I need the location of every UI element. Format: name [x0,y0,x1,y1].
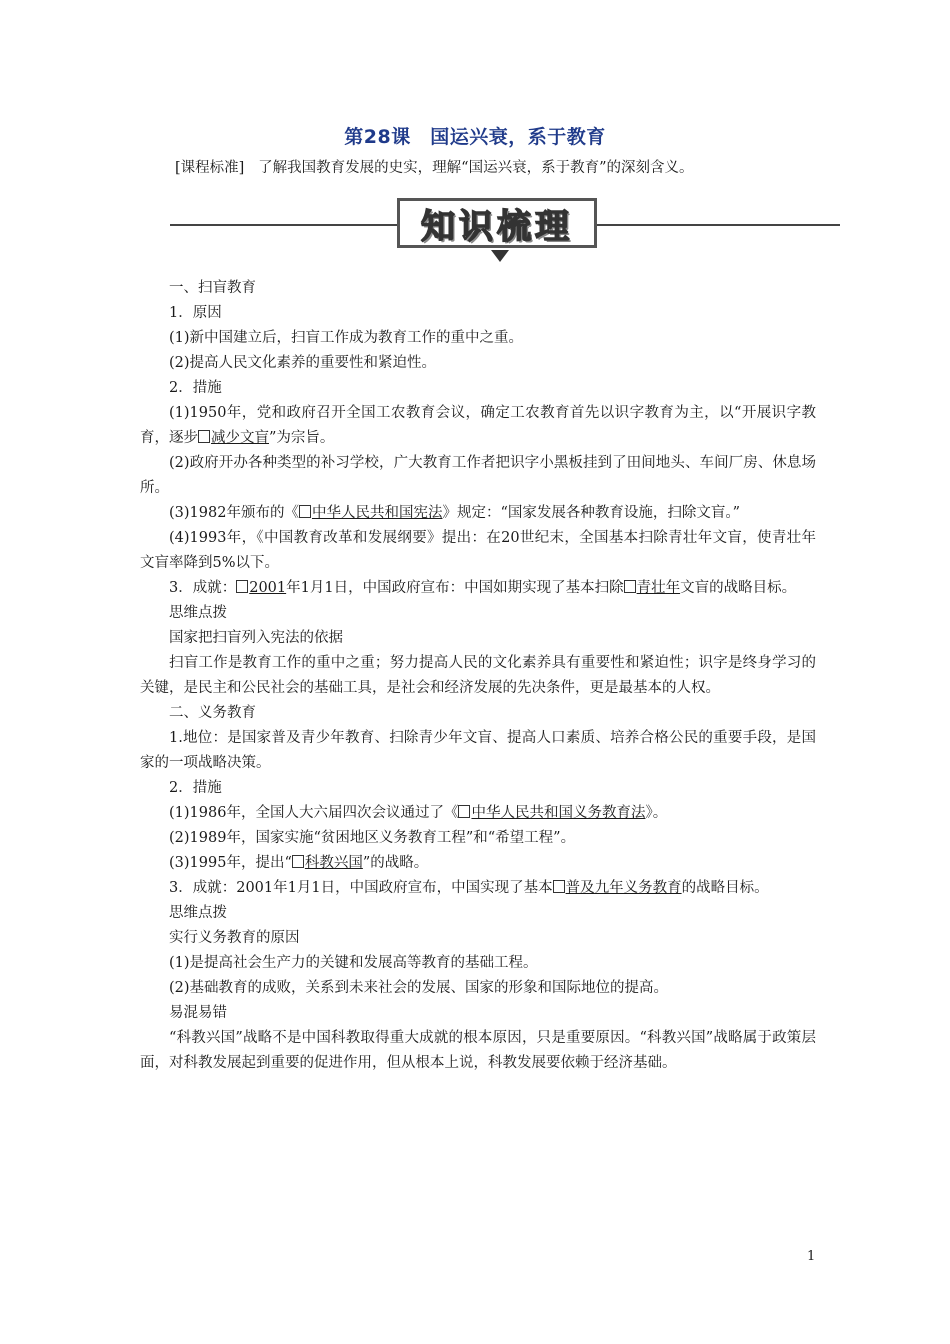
paragraph: (1)1986年，全国人大六届四次会议通过了《 中华人民共和国义务教育法》。 [169,805,668,821]
paragraph: (2)政府开办各种类型的补习学校，广大教育工作者把识字小黑板挂到了田间地头、车间厂房、休息场所。 [140,455,816,496]
blank-answer: 中华人民共和国义务教育法 [458,805,645,821]
blank-answer: 2001 [236,580,286,596]
checkbox-icon [458,805,470,818]
paragraph: “科教兴国”战略不是中国科教取得重大成就的根本原因，只是重要原因。“科教兴国”战略属于政策层面，对科教发展起到重要的促进作用，但从根本上说，科教发展要依赖于经济基础。 [140,1030,816,1071]
checkbox-icon [624,580,636,593]
section-heading: 一、扫盲教育 [169,280,256,296]
paragraph: 3．成就： 2001年1月1日，中国政府宣布：中国如期实现了基本扫除 青壮年文盲的战略目标。 [169,580,797,596]
paragraph: (3)1982年颁布的《 中华人民共和国宪法》规定：“国家发展各种教育设施，扫除文盲。” [169,505,741,521]
paragraph: (1)是提高社会生产力的关键和发展高等教育的基础工程。 [169,955,538,971]
paragraph: (4)1993年，《中国教育改革和发展纲要》提出：在20世纪末，全国基本扫除青壮年文盲，使青壮年文盲率降到5%以下。 [140,530,816,571]
blank-answer: 减少文盲 [198,430,269,446]
paragraph: (1)1950年，党和政府召开全国工农教育会议，确定工农教育首先以识字教育为主，以“开展识字教育，逐步 减少文盲”为宗旨。 [140,405,816,446]
subheading: 2．措施 [169,380,222,396]
paragraph: (3)1995年，提出“ 科教兴国”的战略。 [169,855,429,871]
section-heading: 二、义务教育 [169,705,256,721]
section-banner [397,198,597,248]
error-label: 易混易错 [169,1005,227,1021]
banner-pointer-icon [491,250,509,262]
page-number: 1 [807,1249,816,1264]
tip-label: 思维点拨 [169,605,227,621]
subheading: 1．原因 [169,305,222,321]
paragraph: (2)基础教育的成败，关系到未来社会的发展、国家的形象和国际地位的提高。 [169,980,669,996]
blank-answer: 科教兴国 [292,855,363,871]
subheading: 2．措施 [169,780,222,796]
checkbox-icon [198,430,210,443]
section-banner-text: 知识梳理 [421,206,573,247]
blank-answer: 中华人民共和国宪法 [299,505,443,521]
document-body [140,276,816,1076]
tip-label: 思维点拨 [169,905,227,921]
checkbox-icon [236,580,248,593]
checkbox-icon [292,855,304,868]
paragraph: 3．成就：2001年1月1日，中国政府宣布，中国实现了基本 普及九年义务教育的战略目标。 [169,880,769,896]
paragraph: 扫盲工作是教育工作的重中之重；努力提高人民的文化素养具有重要性和紧迫性；识字是终身学习的关键，是民主和公民社会的基础工具，是社会和经济发展的先决条件，更是最基本的人权。 [140,655,816,696]
paragraph: 1.地位：是国家普及青少年教育、扫除青少年文盲、提高人口素质、培养合格公民的重要手段，是国家的一项战略决策。 [140,730,816,771]
blank-answer: 青壮年 [624,580,681,596]
tip-title: 国家把扫盲列入宪法的依据 [169,630,343,646]
checkbox-icon [299,505,311,518]
course-standard [175,156,815,177]
paragraph: (2)提高人民文化素养的重要性和紧迫性。 [169,355,437,371]
banner-left-rule [170,224,397,226]
checkbox-icon [553,880,565,893]
paragraph: (1)新中国建立后，扫盲工作成为教育工作的重中之重。 [169,330,524,346]
tip-title: 实行义务教育的原因 [169,930,300,946]
banner-right-rule [597,224,840,226]
course-standard-label: [课程标准] [175,160,245,176]
paragraph: (2)1989年，国家实施“贫困地区义务教育工程”和“希望工程”。 [169,830,576,846]
lesson-title: 第28课 国运兴衰，系于教育 [344,126,606,148]
blank-answer: 普及九年义务教育 [553,880,682,896]
course-standard-text: 了解我国教育发展的史实，理解“国运兴衰，系于教育”的深刻含义。 [258,160,694,176]
